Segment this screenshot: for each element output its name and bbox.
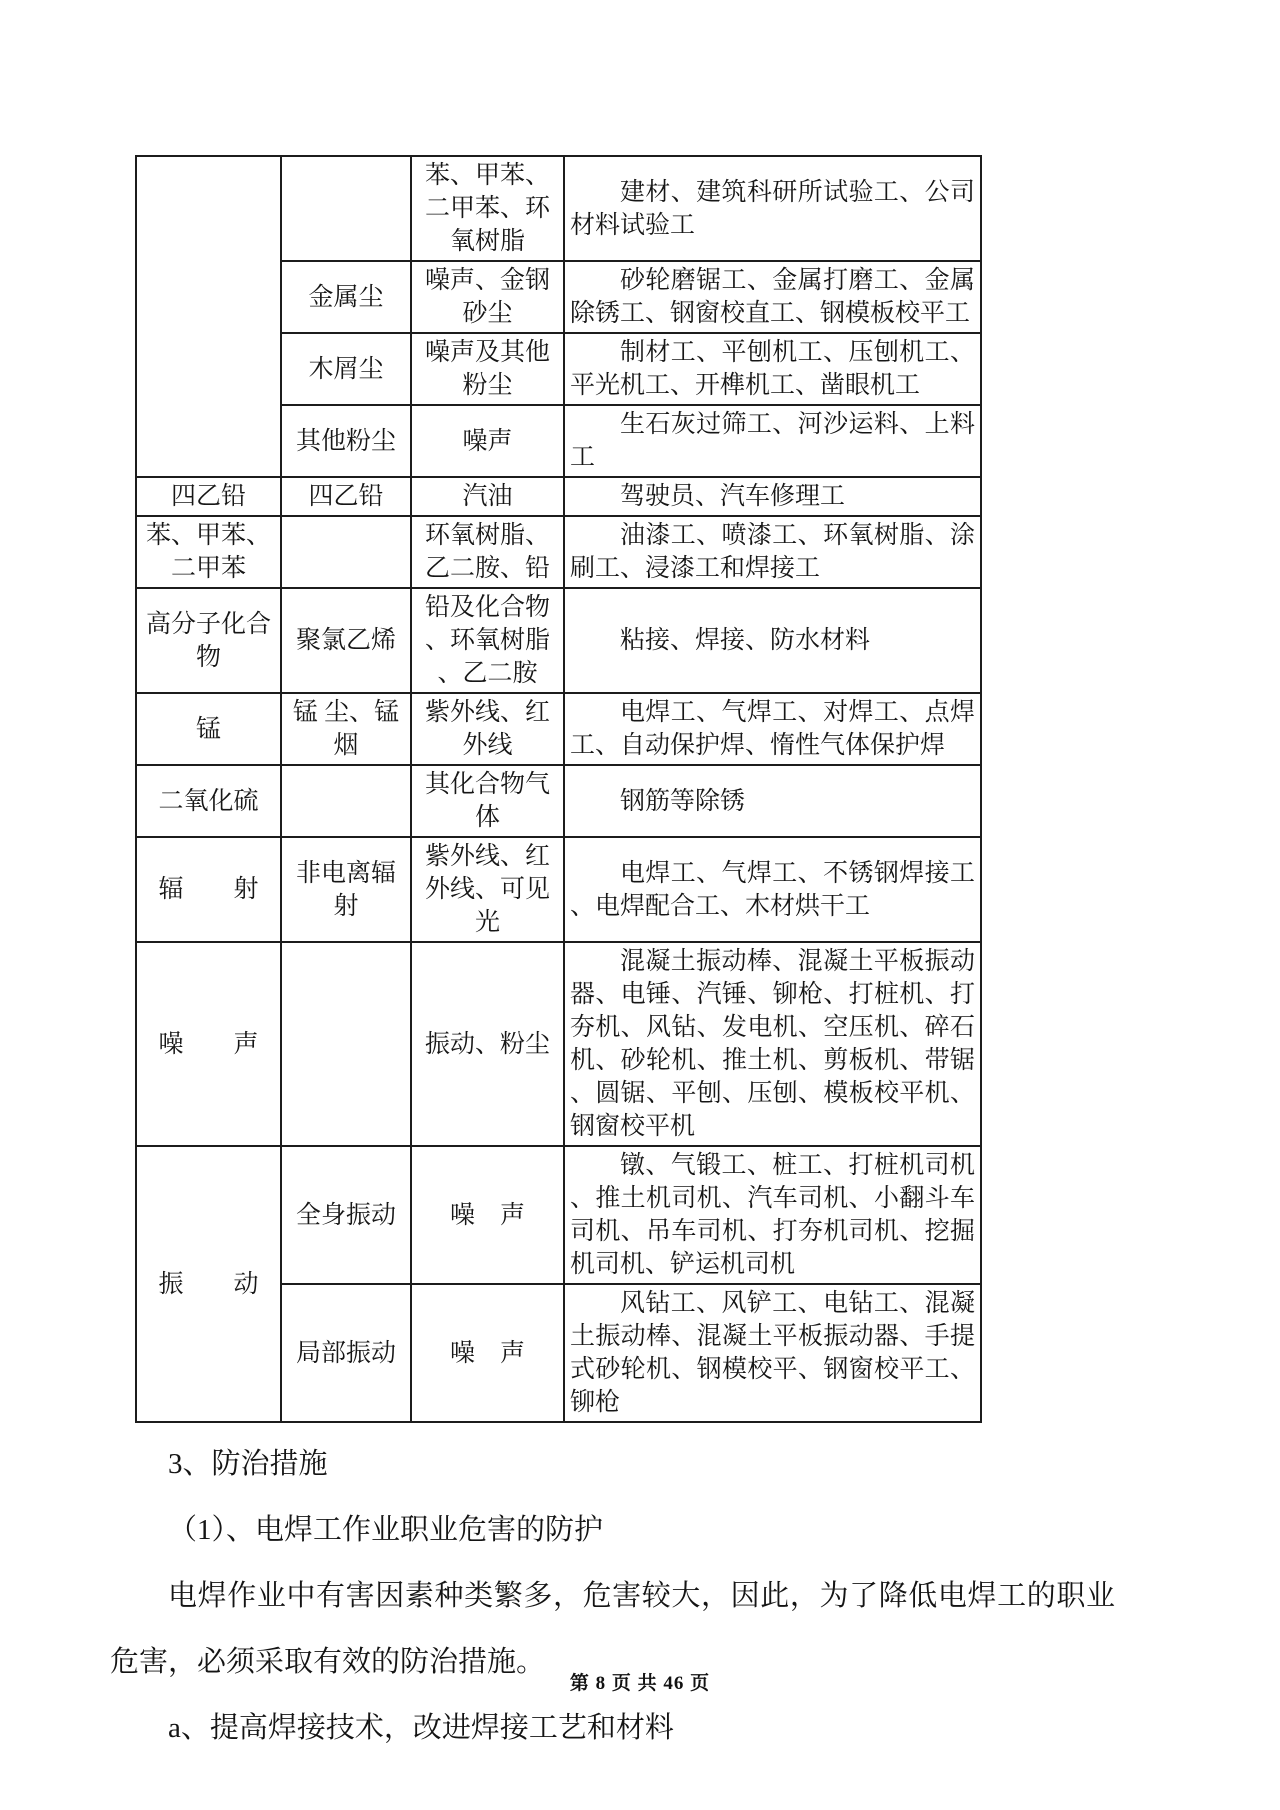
factors-cell: 环氧树脂、乙二胺、铅 — [411, 516, 564, 588]
subtype-cell: 锰 尘、锰 烟 — [281, 693, 411, 765]
table-row — [136, 588, 981, 693]
category-cell: 辐 射 — [136, 837, 281, 942]
workers-cell: 钢筋等除锈 — [564, 765, 981, 837]
workers-cell: 建材、建筑科研所试验工、公司材料试验工 — [564, 156, 981, 261]
category-cell: 苯、甲苯、二甲苯 — [136, 516, 281, 588]
factors-cell: 噪 声 — [411, 1146, 564, 1284]
workers-cell: 粘接、焊接、防水材料 — [564, 588, 981, 693]
category-cell: 高分子化合物 — [136, 588, 281, 693]
subtype-cell: 四乙铅 — [281, 477, 411, 516]
subtype-cell: 非电离辐射 — [281, 837, 411, 942]
factors-cell: 振动、粉尘 — [411, 942, 564, 1146]
table-row — [136, 837, 981, 942]
workers-cell: 镦、气锻工、桩工、打桩机司机、推土机司机、汽车司机、小翻斗车司机、吊车司机、打夯机司机、挖掘机司机、铲运机司机 — [564, 1146, 981, 1284]
subtype-cell — [281, 156, 411, 261]
category-cell — [136, 156, 281, 477]
factors-cell: 苯、甲苯、二甲苯、环氧树脂 — [411, 156, 564, 261]
subtype-cell: 木屑尘 — [281, 333, 411, 405]
factors-cell: 噪 声 — [411, 1284, 564, 1422]
table-row — [136, 693, 981, 765]
table-row — [136, 765, 981, 837]
category-cell: 二氧化硫 — [136, 765, 281, 837]
subtype-cell: 金属尘 — [281, 261, 411, 333]
factors-cell: 其化合物气体 — [411, 765, 564, 837]
hazard-table — [135, 155, 982, 1423]
factors-cell: 铅及化合物、环氧树脂、乙二胺 — [411, 588, 564, 693]
page-number: 第 8 页 共 46 页 — [569, 1673, 711, 1694]
workers-cell: 风钻工、风铲工、电钻工、混凝土振动棒、混凝土平板振动器、手提式砂轮机、钢模校平、钢窗校平工、铆枪 — [564, 1284, 981, 1422]
subtype-cell — [281, 765, 411, 837]
workers-cell: 油漆工、喷漆工、环氧树脂、涂刷工、浸漆工和焊接工 — [564, 516, 981, 588]
workers-cell: 制材工、平刨机工、压刨机工、平光机工、开榫机工、凿眼机工 — [564, 333, 981, 405]
category-cell: 振 动 — [136, 1146, 281, 1422]
category-cell: 噪 声 — [136, 942, 281, 1146]
workers-cell: 驾驶员、汽车修理工 — [564, 477, 981, 516]
heading-welder-protection: （1）、电焊工作业职业危害的防护 — [168, 1514, 604, 1546]
workers-cell: 电焊工、气焊工、对焊工、点焊工、自动保护焊、惰性气体保护焊 — [564, 693, 981, 765]
factors-cell: 紫外线、红外线、可见光 — [411, 837, 564, 942]
heading-prevention-measures: 3、防治措施 — [168, 1448, 328, 1480]
table-row — [136, 477, 981, 516]
subtype-cell — [281, 516, 411, 588]
factors-cell: 汽油 — [411, 477, 564, 516]
paragraph-welding-hazards: 电焊作业中有害因素种类繁多，危害较大，因此，为了降低电焊工的职业危害，必须采取有效的防治措施。 — [110, 1580, 1115, 1678]
subtype-cell: 局部振动 — [281, 1284, 411, 1422]
table-row — [136, 1146, 981, 1284]
factors-cell: 噪声 — [411, 405, 564, 477]
table-row — [136, 942, 981, 1146]
factors-cell: 噪声及其他粉尘 — [411, 333, 564, 405]
body-text-section — [110, 1431, 1115, 1761]
heading-improve-welding: a、提高焊接技术，改进焊接工艺和材料 — [168, 1712, 674, 1744]
subtype-cell: 其他粉尘 — [281, 405, 411, 477]
workers-cell: 电焊工、气焊工、不锈钢焊接工、电焊配合工、木材烘干工 — [564, 837, 981, 942]
category-cell: 锰 — [136, 693, 281, 765]
workers-cell: 混凝土振动棒、混凝土平板振动器、电锤、汽锤、铆枪、打桩机、打夯机、风钻、发电机、空压机、碎石机、砂轮机、推土机、剪板机、带锯、圆锯、平刨、压刨、模板校平机、钢窗校平机 — [564, 942, 981, 1146]
factors-cell: 噪声、金钢砂尘 — [411, 261, 564, 333]
table-row — [136, 516, 981, 588]
subtype-cell: 聚氯乙烯 — [281, 588, 411, 693]
workers-cell: 生石灰过筛工、河沙运料、上料工 — [564, 405, 981, 477]
table-row — [136, 156, 981, 261]
workers-cell: 砂轮磨锯工、金属打磨工、金属除锈工、钢窗校直工、钢模板校平工 — [564, 261, 981, 333]
subtype-cell: 全身振动 — [281, 1146, 411, 1284]
category-cell: 四乙铅 — [136, 477, 281, 516]
factors-cell: 紫外线、红外线 — [411, 693, 564, 765]
subtype-cell — [281, 942, 411, 1146]
